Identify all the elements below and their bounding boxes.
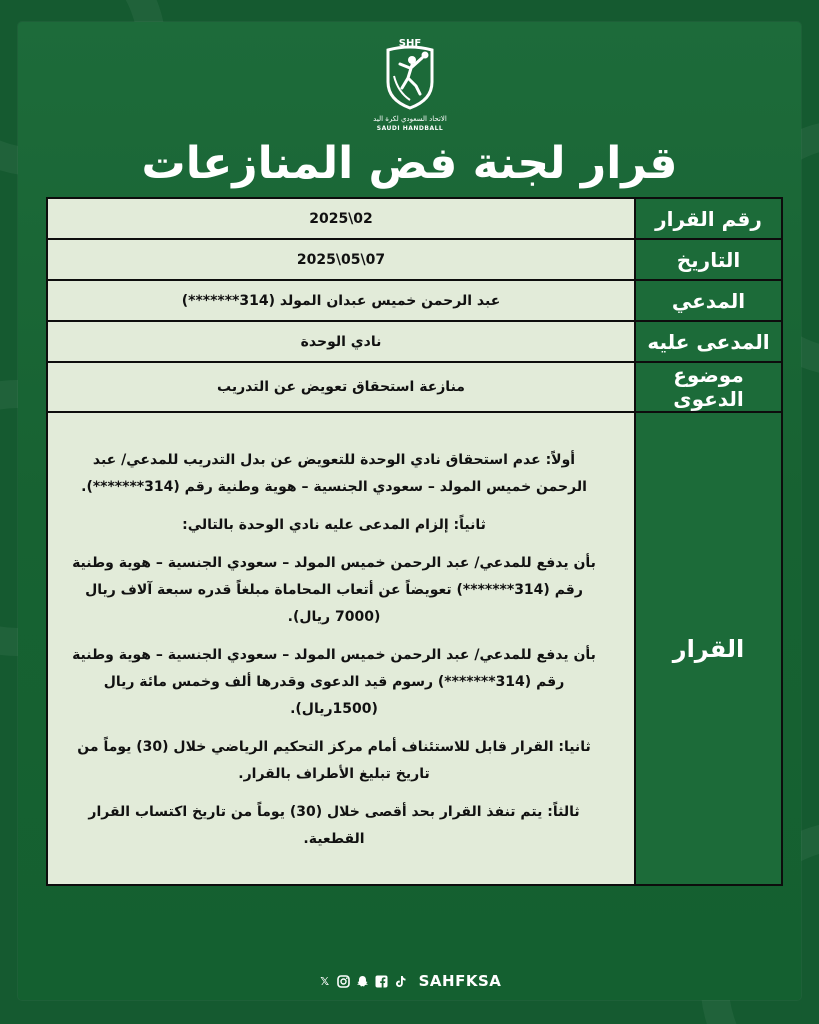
table-row-date xyxy=(47,239,782,280)
decision-table xyxy=(46,197,783,886)
facebook-icon[interactable] xyxy=(375,974,389,988)
logo-caption-arabic: الاتحاد السعودي لكرة اليد xyxy=(373,115,447,123)
decision-paragraph-3: بأن يدفع للمدعي/ عبد الرحمن خميس المولد – سعودي الجنسية – هوية وطنية رقم (314*******) تعويضاً عن أتعاب المحاماة مبلغاً قدره سبعة آلاف ريال (7000 ريال). xyxy=(72,555,596,625)
table-row-respondent xyxy=(47,321,782,362)
handball-emblem-icon xyxy=(382,36,438,112)
decision-no-value: 2025\02 xyxy=(47,198,635,239)
instagram-icon[interactable] xyxy=(337,974,351,988)
snapchat-icon[interactable] xyxy=(356,974,370,988)
tiktok-icon[interactable] xyxy=(394,974,408,988)
social-footer xyxy=(0,972,819,990)
x-icon[interactable]: 𝕏 xyxy=(320,974,330,988)
date-value: 2025\05\07 xyxy=(47,239,635,280)
table-row-subject xyxy=(47,362,782,412)
decision-no-label: رقم القرار xyxy=(635,198,782,239)
decision-paragraph-1: أولاً: عدم استحقاق نادي الوحدة للتعويض عن بدل التدريب للمدعي/ عبد الرحمن خميس المولد – سعودي الجنسية – هوية وطنية رقم (314*******). xyxy=(81,452,587,495)
page-title: قرار لجنة فض المنازعات xyxy=(141,138,678,189)
table-row-decision-no xyxy=(47,198,782,239)
claimant-label: المدعي xyxy=(635,280,782,321)
decision-body xyxy=(47,412,635,885)
shf-logo xyxy=(373,36,447,132)
subject-label: موضوع الدعوى xyxy=(635,362,782,412)
decision-paragraph-4: بأن يدفع للمدعي/ عبد الرحمن خميس المولد – سعودي الجنسية – هوية وطنية رقم (314*******) رسوم قيد الدعوى وقدرها ألف وخمس مائة ريال (1500ريال). xyxy=(72,647,596,717)
social-handle[interactable]: SAHFKSA xyxy=(418,972,502,990)
claimant-value: عبد الرحمن خميس عبدان المولد (314*******) xyxy=(47,280,635,321)
respondent-label: المدعى عليه xyxy=(635,321,782,362)
respondent-value: نادي الوحدة xyxy=(47,321,635,362)
svg-text:SHF: SHF xyxy=(398,38,422,49)
logo-caption-english: SAUDI HANDBALL xyxy=(376,125,444,132)
decision-paragraph-5: ثانيا: القرار قابل للاستئناف أمام مركز التحكيم الرياضي خلال (30) يوماً من تاريخ تبليغ الأطراف بالقرار. xyxy=(77,739,591,782)
date-label: التاريخ xyxy=(635,239,782,280)
table-row-claimant xyxy=(47,280,782,321)
decision-label: القرار xyxy=(635,412,782,885)
decision-paragraph-2: ثانياً: إلزام المدعى عليه نادي الوحدة بالتالي: xyxy=(182,517,486,533)
subject-value: منازعة استحقاق تعويض عن التدريب xyxy=(47,362,635,412)
decision-paragraph-6: ثالثاً: يتم تنفذ القرار بحد أقصى خلال (30) يوماً من تاريخ اكتساب القرار القطعية. xyxy=(88,804,580,847)
table-row-decision xyxy=(47,412,782,885)
